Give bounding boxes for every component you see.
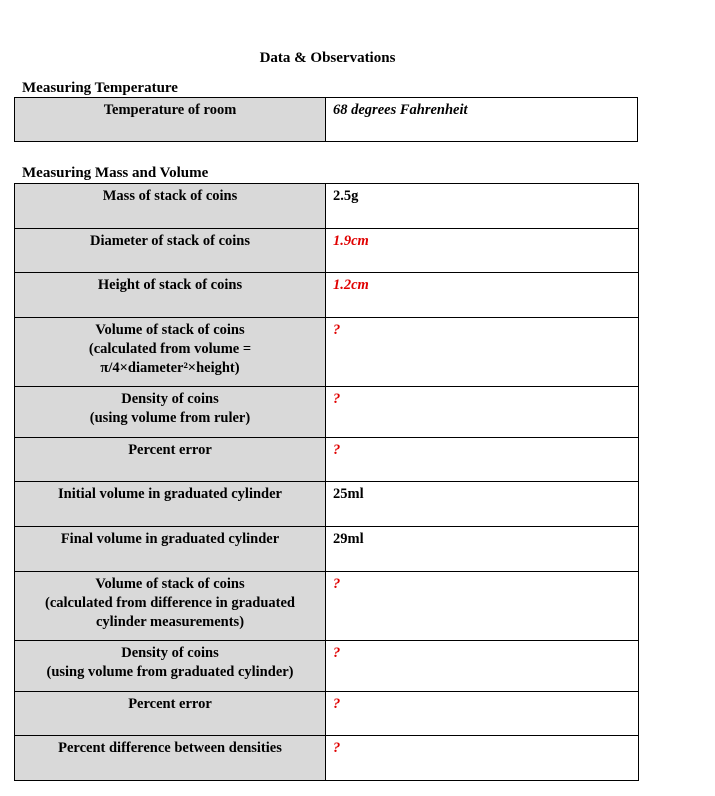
row-value: ? bbox=[326, 387, 639, 438]
mass-volume-heading: Measuring Mass and Volume bbox=[22, 165, 209, 181]
table-row bbox=[15, 572, 639, 641]
row-label bbox=[15, 184, 326, 229]
table-row bbox=[15, 527, 639, 572]
table-row bbox=[15, 98, 638, 142]
row-label bbox=[15, 273, 326, 318]
table-row bbox=[15, 387, 639, 438]
row-label bbox=[15, 229, 326, 273]
temperature-table bbox=[14, 97, 638, 142]
table-row bbox=[15, 438, 639, 482]
table-row bbox=[15, 692, 639, 736]
row-label bbox=[15, 641, 326, 692]
row-label-line: Diameter of stack of coins bbox=[89, 233, 250, 249]
table-row bbox=[15, 229, 639, 273]
row-value: ? bbox=[326, 736, 639, 781]
row-label-line: π/4×diameter²×height) bbox=[100, 360, 240, 376]
table-row bbox=[15, 641, 639, 692]
row-value: ? bbox=[326, 692, 639, 736]
row-label bbox=[15, 482, 326, 527]
row-value: 2.5g bbox=[326, 184, 639, 229]
temperature-value: 68 degrees Fahrenheit bbox=[326, 98, 638, 142]
temperature-heading: Measuring Temperature bbox=[22, 80, 178, 96]
row-label-line: Density of coins bbox=[121, 645, 219, 661]
row-label bbox=[15, 438, 326, 482]
row-label bbox=[15, 527, 326, 572]
row-value: ? bbox=[326, 438, 639, 482]
row-label-line: Mass of stack of coins bbox=[102, 188, 238, 204]
row-label-line: Initial volume in graduated cylinder bbox=[58, 486, 282, 502]
row-label-line: (calculated from difference in graduated bbox=[45, 595, 295, 611]
row-value: 1.2cm bbox=[326, 273, 639, 318]
row-label-line: Percent error bbox=[128, 442, 212, 458]
row-value: ? bbox=[326, 641, 639, 692]
row-label-line: (using volume from ruler) bbox=[89, 410, 251, 426]
row-label-line: Percent error bbox=[128, 696, 212, 712]
temperature-label: Temperature of room bbox=[15, 98, 326, 142]
row-label bbox=[15, 736, 326, 781]
row-value: ? bbox=[326, 318, 639, 387]
table-row bbox=[15, 736, 639, 781]
table-row bbox=[15, 318, 639, 387]
row-value: 25ml bbox=[326, 482, 639, 527]
row-label-line: (using volume from graduated cylinder) bbox=[46, 664, 294, 680]
row-value: 29ml bbox=[326, 527, 639, 572]
row-label-line: Volume of stack of coins bbox=[95, 322, 245, 338]
table-row bbox=[15, 273, 639, 318]
row-label-line: (calculated from volume = bbox=[88, 341, 252, 357]
row-label bbox=[15, 318, 326, 387]
row-label bbox=[15, 692, 326, 736]
row-label-line: Volume of stack of coins bbox=[95, 576, 245, 592]
row-label bbox=[15, 572, 326, 641]
row-label bbox=[15, 387, 326, 438]
mass-volume-table bbox=[14, 183, 639, 781]
page-title: Data & Observations bbox=[259, 50, 396, 66]
row-label-line: Percent difference between densities bbox=[58, 740, 282, 756]
row-label-line: Density of coins bbox=[121, 391, 219, 407]
row-label-line: Height of stack of coins bbox=[97, 277, 243, 293]
row-label-line: cylinder measurements) bbox=[95, 614, 245, 630]
row-value: ? bbox=[326, 572, 639, 641]
row-label-line: Final volume in graduated cylinder bbox=[60, 531, 280, 547]
table-row bbox=[15, 184, 639, 229]
table-row bbox=[15, 482, 639, 527]
row-value: 1.9cm bbox=[326, 229, 639, 273]
